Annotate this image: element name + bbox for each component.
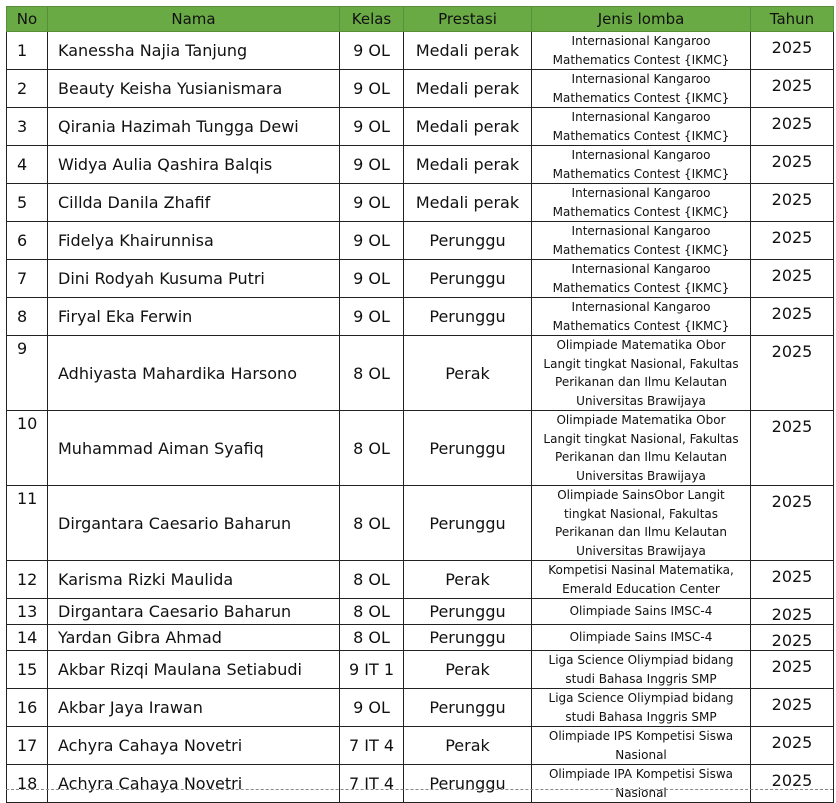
jenis-lomba-line: Internasional Kangaroo [571, 148, 711, 162]
header-tahun: Tahun [751, 7, 834, 32]
cell-kelas: 8 OL [340, 561, 404, 599]
cell-tahun: 2025 [751, 625, 834, 651]
cell-tahun: 2025 [751, 765, 834, 803]
cell-jenis-lomba [532, 765, 751, 803]
cell-kelas: 9 OL [340, 32, 404, 70]
jenis-lomba-line: Internasional Kangaroo [571, 300, 711, 314]
cell-kelas: 9 OL [340, 70, 404, 108]
header-row [7, 7, 834, 32]
cell-no: 8 [7, 298, 48, 336]
table-row [7, 486, 834, 561]
jenis-lomba-line: Liga Science Oliympiad bidang [548, 653, 734, 667]
cell-kelas: 9 OL [340, 260, 404, 298]
cell-no: 3 [7, 108, 48, 146]
cell-prestasi: Perak [404, 561, 532, 599]
page-edge [6, 789, 833, 790]
cell-tahun: 2025 [751, 108, 834, 146]
cell-nama: Kanessha Najia Tanjung [48, 32, 340, 70]
cell-prestasi: Perunggu [404, 765, 532, 803]
cell-no: 16 [7, 689, 48, 727]
cell-nama: Firyal Eka Ferwin [48, 298, 340, 336]
cell-kelas: 9 OL [340, 298, 404, 336]
jenis-lomba-line: Universitas Brawijaya [576, 543, 706, 558]
cell-nama: Dirgantara Caesario Baharun [48, 599, 340, 625]
cell-tahun: 2025 [751, 651, 834, 689]
cell-nama: Adhiyasta Mahardika Harsono [48, 336, 340, 411]
cell-jenis-lomba [532, 486, 751, 561]
jenis-lomba-line: Universitas Brawijaya [576, 393, 706, 408]
cell-kelas: 7 IT 4 [340, 727, 404, 765]
cell-prestasi: Perunggu [404, 260, 532, 298]
cell-prestasi: Perunggu [404, 625, 532, 651]
table-row [7, 108, 834, 146]
cell-kelas: 8 OL [340, 625, 404, 651]
cell-no: 15 [7, 651, 48, 689]
cell-prestasi: Perunggu [404, 411, 532, 486]
cell-nama: Qirania Hazimah Tungga Dewi [48, 108, 340, 146]
cell-no: 11 [7, 486, 48, 561]
header-no: No [7, 7, 48, 32]
cell-prestasi: Perak [404, 727, 532, 765]
cell-jenis-lomba [532, 298, 751, 336]
cell-tahun: 2025 [751, 32, 834, 70]
cell-no: 2 [7, 70, 48, 108]
cell-nama: Akbar Jaya Irawan [48, 689, 340, 727]
jenis-lomba-line: Nasional [615, 785, 667, 800]
cell-nama: Yardan Gibra Ahmad [48, 625, 340, 651]
cell-kelas: 8 OL [340, 486, 404, 561]
jenis-lomba-line: Olimpiade IPA Kompetisi Siswa [548, 767, 734, 781]
achievements-table [6, 6, 834, 803]
jenis-lomba-line: Kompetisi Nasinal Matematika, [548, 563, 734, 577]
cell-kelas: 7 IT 4 [340, 765, 404, 803]
cell-tahun: 2025 [751, 689, 834, 727]
jenis-lomba-line: Mathematics Contest {IKMC} [552, 52, 730, 67]
table-row [7, 146, 834, 184]
jenis-lomba-line: Perikanan dan Ilmu Kelautan [555, 375, 727, 389]
jenis-lomba-line: Mathematics Contest {IKMC} [552, 242, 730, 257]
table-row [7, 70, 834, 108]
cell-prestasi: Perak [404, 651, 532, 689]
jenis-lomba-line: Emerald Education Center [562, 581, 720, 596]
table-body [7, 32, 834, 803]
cell-no: 1 [7, 32, 48, 70]
cell-nama: Dini Rodyah Kusuma Putri [48, 260, 340, 298]
cell-nama: Beauty Keisha Yusianismara [48, 70, 340, 108]
jenis-lomba-line: studi Bahasa Inggris SMP [565, 709, 717, 724]
cell-prestasi: Perak [404, 336, 532, 411]
cell-kelas: 9 OL [340, 108, 404, 146]
jenis-lomba-line: Nasional [615, 747, 667, 762]
jenis-lomba-line: Mathematics Contest {IKMC} [552, 166, 730, 181]
cell-kelas: 8 OL [340, 411, 404, 486]
cell-tahun: 2025 [751, 486, 834, 561]
cell-no: 13 [7, 599, 48, 625]
table-row [7, 184, 834, 222]
table-row [7, 336, 834, 411]
cell-nama: Muhammad Aiman Syafiq [48, 411, 340, 486]
cell-kelas: 9 IT 1 [340, 651, 404, 689]
cell-jenis-lomba [532, 70, 751, 108]
cell-prestasi: Perunggu [404, 298, 532, 336]
cell-tahun: 2025 [751, 222, 834, 260]
cell-jenis-lomba [532, 727, 751, 765]
jenis-lomba-line: Olimpiade Matematika Obor [556, 338, 726, 352]
table-row [7, 599, 834, 625]
jenis-lomba-line: Mathematics Contest {IKMC} [552, 90, 730, 105]
cell-prestasi: Medali perak [404, 108, 532, 146]
cell-jenis-lomba [532, 184, 751, 222]
cell-kelas: 9 OL [340, 184, 404, 222]
cell-prestasi: Medali perak [404, 184, 532, 222]
cell-kelas: 8 OL [340, 599, 404, 625]
cell-tahun: 2025 [751, 184, 834, 222]
jenis-lomba-line: studi Bahasa Inggris SMP [565, 671, 717, 686]
cell-tahun: 2025 [751, 411, 834, 486]
cell-prestasi: Perunggu [404, 599, 532, 625]
cell-no: 4 [7, 146, 48, 184]
header-prestasi: Prestasi [404, 7, 532, 32]
cell-tahun: 2025 [751, 599, 834, 625]
cell-kelas: 9 OL [340, 222, 404, 260]
cell-jenis-lomba [532, 32, 751, 70]
cell-jenis-lomba [532, 222, 751, 260]
jenis-lomba-line: Langit tingkat Nasional, Fakultas [543, 431, 739, 446]
cell-prestasi: Medali perak [404, 32, 532, 70]
cell-tahun: 2025 [751, 260, 834, 298]
cell-tahun: 2025 [751, 336, 834, 411]
jenis-lomba-line: Olimpiade Sains IMSC-4 [569, 630, 713, 645]
cell-jenis-lomba [532, 599, 751, 625]
cell-no: 18 [7, 765, 48, 803]
jenis-lomba-line: Olimpiade Matematika Obor [556, 413, 726, 427]
jenis-lomba-line: Internasional Kangaroo [571, 262, 711, 276]
cell-jenis-lomba [532, 689, 751, 727]
cell-nama: Achyra Cahaya Novetri [48, 727, 340, 765]
cell-jenis-lomba [532, 146, 751, 184]
cell-tahun: 2025 [751, 70, 834, 108]
jenis-lomba-line: Internasional Kangaroo [571, 34, 711, 48]
cell-no: 17 [7, 727, 48, 765]
cell-no: 9 [7, 336, 48, 411]
cell-jenis-lomba [532, 561, 751, 599]
table-row [7, 222, 834, 260]
cell-nama: Cillda Danila Zhafif [48, 184, 340, 222]
cell-nama: Fidelya Khairunnisa [48, 222, 340, 260]
jenis-lomba-line: Mathematics Contest {IKMC} [552, 280, 730, 295]
jenis-lomba-line: Olimpiade IPS Kompetisi Siswa [548, 729, 734, 743]
table-row [7, 625, 834, 651]
jenis-lomba-line: Olimpiade SainsObor Langit [557, 488, 725, 502]
jenis-lomba-line: Perikanan dan Ilmu Kelautan [555, 525, 727, 539]
jenis-lomba-line: Internasional Kangaroo [571, 110, 711, 124]
header-nama: Nama [48, 7, 340, 32]
cell-tahun: 2025 [751, 146, 834, 184]
cell-no: 14 [7, 625, 48, 651]
table-row [7, 561, 834, 599]
jenis-lomba-line: Olimpiade Sains IMSC-4 [569, 604, 713, 619]
cell-tahun: 2025 [751, 727, 834, 765]
cell-jenis-lomba [532, 108, 751, 146]
table-row [7, 298, 834, 336]
cell-kelas: 9 OL [340, 689, 404, 727]
table-row [7, 689, 834, 727]
cell-nama: Dirgantara Caesario Baharun [48, 486, 340, 561]
header-kelas: Kelas [340, 7, 404, 32]
cell-jenis-lomba [532, 625, 751, 651]
cell-no: 6 [7, 222, 48, 260]
table-row [7, 411, 834, 486]
cell-prestasi: Perunggu [404, 689, 532, 727]
table-row [7, 765, 834, 803]
cell-jenis-lomba [532, 336, 751, 411]
cell-tahun: 2025 [751, 561, 834, 599]
cell-no: 5 [7, 184, 48, 222]
jenis-lomba-line: Mathematics Contest {IKMC} [552, 128, 730, 143]
cell-prestasi: Perunggu [404, 486, 532, 561]
cell-no: 7 [7, 260, 48, 298]
cell-jenis-lomba [532, 411, 751, 486]
cell-jenis-lomba [532, 260, 751, 298]
jenis-lomba-line: Internasional Kangaroo [571, 72, 711, 86]
jenis-lomba-line: Internasional Kangaroo [571, 224, 711, 238]
jenis-lomba-line: Mathematics Contest {IKMC} [552, 318, 730, 333]
cell-nama: Widya Aulia Qashira Balqis [48, 146, 340, 184]
cell-jenis-lomba [532, 651, 751, 689]
jenis-lomba-line: Langit tingkat Nasional, Fakultas [543, 356, 739, 371]
jenis-lomba-line: tingkat Nasional, Fakultas [563, 506, 719, 521]
jenis-lomba-line: Liga Science Oliympiad bidang [548, 691, 734, 705]
jenis-lomba-line: Internasional Kangaroo [571, 186, 711, 200]
table-row [7, 651, 834, 689]
table-row [7, 260, 834, 298]
cell-no: 12 [7, 561, 48, 599]
cell-tahun: 2025 [751, 298, 834, 336]
cell-prestasi: Medali perak [404, 146, 532, 184]
cell-nama: Karisma Rizki Maulida [48, 561, 340, 599]
jenis-lomba-line: Universitas Brawijaya [576, 468, 706, 483]
header-jenis-lomba: Jenis lomba [532, 7, 751, 32]
table-row [7, 727, 834, 765]
cell-nama: Achyra Cahaya Novetri [48, 765, 340, 803]
cell-kelas: 8 OL [340, 336, 404, 411]
jenis-lomba-line: Perikanan dan Ilmu Kelautan [555, 450, 727, 464]
cell-kelas: 9 OL [340, 146, 404, 184]
cell-nama: Akbar Rizqi Maulana Setiabudi [48, 651, 340, 689]
table-row [7, 32, 834, 70]
cell-no: 10 [7, 411, 48, 486]
jenis-lomba-line: Mathematics Contest {IKMC} [552, 204, 730, 219]
cell-prestasi: Medali perak [404, 70, 532, 108]
cell-prestasi: Perunggu [404, 222, 532, 260]
